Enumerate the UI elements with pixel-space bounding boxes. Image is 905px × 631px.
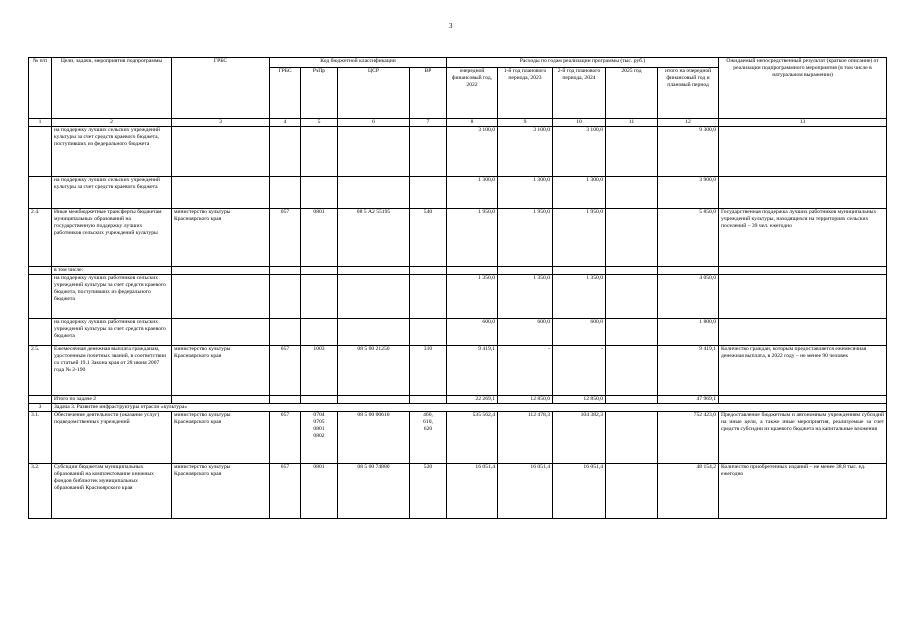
- column-number: 7: [410, 119, 447, 127]
- column-number: 3: [172, 119, 270, 127]
- cell-rzpr: [301, 274, 338, 318]
- cell-result: [719, 266, 887, 274]
- header-num: № п/п: [29, 58, 52, 119]
- cell-total: 752 423,0: [658, 411, 719, 463]
- cell-name: на поддержку лучших работников сельских учреждений культуры за счет средств краевого бюджета: [52, 318, 172, 345]
- cell-y4: [606, 411, 658, 463]
- column-number: 13: [719, 119, 887, 127]
- cell-y1: 1 300,0: [447, 176, 498, 208]
- page-number: 3: [449, 22, 453, 30]
- cell-y4: [606, 176, 658, 208]
- cell-vr: [410, 274, 447, 318]
- header-row-1: [29, 58, 887, 68]
- subtotal-cell: 47 969,1: [658, 395, 719, 403]
- cell-grbs: [270, 176, 301, 208]
- subtotal-cell: [606, 395, 658, 403]
- cell-vr: [410, 176, 447, 208]
- column-number: 2: [52, 119, 172, 127]
- table-row: [29, 266, 887, 274]
- cell-y2: 1 950,0: [498, 208, 553, 266]
- column-number: 10: [553, 119, 606, 127]
- cell-y1: 1 950,0: [447, 208, 498, 266]
- subtotal-cell: [410, 395, 447, 403]
- cell-y3: 1 350,0: [553, 274, 606, 318]
- header-sub-y2: 1-й год планового периода, 2023: [498, 68, 553, 119]
- cell-name: Субсидии бюджетам муниципальных образований на комплектование книжных фондов библиотек муниципальных образований Красноярского края: [52, 463, 172, 518]
- cell-result: [719, 274, 887, 318]
- cell-num: [29, 126, 52, 176]
- cell-y4: [606, 345, 658, 395]
- cell-csr: 08 5 00 21250: [338, 345, 410, 395]
- cell-name: на поддержку лучших работников сельских учреждений культуры за счет средств краевого бюджета, поступивших из федерального бюджета: [52, 274, 172, 318]
- cell-name: на поддержку лучших сельских учреждений культуры за счет средств краевого бюджета: [52, 176, 172, 208]
- cell-y3: -: [553, 345, 606, 395]
- cell-grbs: [270, 318, 301, 345]
- cell-y3: 1 300,0: [553, 176, 606, 208]
- cell-y2: -: [498, 345, 553, 395]
- cell-y4: [606, 126, 658, 176]
- cell-result: [719, 126, 887, 176]
- cell-grbs: [270, 266, 301, 274]
- column-number: 6: [338, 119, 410, 127]
- cell-csr: [338, 318, 410, 345]
- cell-y3: 104 382,3: [553, 411, 606, 463]
- cell-vr: 520: [410, 463, 447, 518]
- table-row: [29, 176, 887, 208]
- cell-csr: 08 5 А2 55195: [338, 208, 410, 266]
- column-number: 12: [658, 119, 719, 127]
- cell-csr: [338, 176, 410, 208]
- cell-total: 48 154,2: [658, 463, 719, 518]
- cell-num: [29, 176, 52, 208]
- cell-grbs-name: [172, 126, 270, 176]
- cell-grbs-name: [172, 274, 270, 318]
- subtotal-cell: 22 269,1: [447, 395, 498, 403]
- cell-y4: [606, 318, 658, 345]
- table-row: [29, 411, 887, 463]
- budget-table: [28, 57, 887, 519]
- cell-grbs: [270, 126, 301, 176]
- cell-num: 3.2.: [29, 463, 52, 518]
- cell-rzpr: 0704 0705 0801 0802: [301, 411, 338, 463]
- cell-csr: 08 5 00 00610: [338, 411, 410, 463]
- cell-grbs: 057: [270, 463, 301, 518]
- cell-num: 3.1.: [29, 411, 52, 463]
- column-number: 1: [29, 119, 52, 127]
- header-sub-y1: очередной финансовый год, 2022: [447, 68, 498, 119]
- cell-vr: 540: [410, 208, 447, 266]
- cell-name: на поддержку лучших сельских учреждений культуры за счет средств краевого бюджета, поступивших из федерального бюджета: [52, 126, 172, 176]
- cell-result: Государственная поддержка лучших работников муниципальных учреждений культуры, находящихся на территориях сельских поселений – 39 чел. ежегодно: [719, 208, 887, 266]
- cell-rzpr: [301, 176, 338, 208]
- cell-grbs: 057: [270, 208, 301, 266]
- cell-csr: [338, 274, 410, 318]
- cell-result: Количество граждан, которым предоставляется ежемесячная денежная выплата, в 2022 году – не менее 90 человек: [719, 345, 887, 395]
- cell-y1: 535 562,4: [447, 411, 498, 463]
- table-row: [29, 318, 887, 345]
- cell-total: [658, 266, 719, 274]
- cell-y4: [606, 274, 658, 318]
- cell-vr: 310: [410, 345, 447, 395]
- column-numbers-row: [29, 119, 887, 127]
- cell-grbs: 057: [270, 345, 301, 395]
- cell-grbs-name: [172, 176, 270, 208]
- cell-y3: 600,0: [553, 318, 606, 345]
- table-row: [29, 463, 887, 518]
- cell-name: Иные межбюджетные трансферты бюджетам муниципальных образований на государственную поддержку лучших работников сельских учреждений культуры: [52, 208, 172, 266]
- header-sub-grbs: ГРБС: [270, 68, 301, 119]
- cell-total: 9 419,1: [658, 345, 719, 395]
- header-grbs: ГРБС: [172, 58, 270, 119]
- subtotal-cell: 12 850,0: [498, 395, 553, 403]
- column-number: 9: [498, 119, 553, 127]
- cell-total: 9 300,0: [658, 126, 719, 176]
- cell-rzpr: [301, 318, 338, 345]
- header-kbk: Код бюджетной классификации: [270, 58, 447, 68]
- cell-name: Обеспечение деятельности (оказание услуг) подведомственных учреждений: [52, 411, 172, 463]
- header-sub-y3: 2-й год планового периода, 2024: [553, 68, 606, 119]
- column-number: 4: [270, 119, 301, 127]
- subtotal-cell: Итого по задаче 2: [52, 395, 172, 403]
- cell-rzpr: [301, 126, 338, 176]
- task-header-row: [29, 403, 887, 411]
- task-title: Задача 3. Развитие инфраструктуры отрасли «культура»: [52, 403, 887, 411]
- cell-y2: 112 478,3: [498, 411, 553, 463]
- table-row: [29, 345, 887, 395]
- header-sub-y4: 2025 год: [606, 68, 658, 119]
- header-sub-rzpr: РзПр: [301, 68, 338, 119]
- cell-y1: 9 419,1: [447, 345, 498, 395]
- cell-grbs-name: министерство культуры Красноярского края: [172, 208, 270, 266]
- cell-total: 1 800,0: [658, 318, 719, 345]
- cell-y2: 600,0: [498, 318, 553, 345]
- cell-rzpr: 0801: [301, 208, 338, 266]
- header-goals: Цели, задачи, мероприятия подпрограммы: [52, 58, 172, 119]
- table-row: [29, 126, 887, 176]
- cell-grbs: [270, 274, 301, 318]
- cell-y4: [606, 208, 658, 266]
- cell-num: [29, 266, 52, 274]
- cell-num: [29, 274, 52, 318]
- cell-y2: 1 300,0: [498, 176, 553, 208]
- cell-y1: 1 350,0: [447, 274, 498, 318]
- cell-y4: [606, 266, 658, 274]
- cell-grbs-name: министерство культуры Красноярского края: [172, 463, 270, 518]
- cell-y3: [553, 266, 606, 274]
- subtotal-cell: [301, 395, 338, 403]
- cell-rzpr: [301, 266, 338, 274]
- cell-vr: [410, 266, 447, 274]
- cell-result: [719, 318, 887, 345]
- cell-csr: [338, 126, 410, 176]
- cell-y3: 16 051,4: [553, 463, 606, 518]
- table-row: [29, 208, 887, 266]
- column-number: 11: [606, 119, 658, 127]
- cell-y2: [498, 266, 553, 274]
- subtotal-cell: [270, 395, 301, 403]
- cell-grbs-name: [172, 318, 270, 345]
- cell-vr: [410, 126, 447, 176]
- subtotal-cell: [172, 395, 270, 403]
- cell-total: 4 050,0: [658, 274, 719, 318]
- cell-csr: [338, 266, 410, 274]
- cell-rzpr: 0801: [301, 463, 338, 518]
- task-number: 3: [29, 403, 52, 411]
- cell-grbs-name: министерство культуры Красноярского края: [172, 411, 270, 463]
- cell-y2: 16 051,4: [498, 463, 553, 518]
- subtotal-cell: [29, 395, 52, 403]
- cell-result: [719, 176, 887, 208]
- header-expenses: Расходы по годам реализации программы (тыс. руб.): [447, 58, 719, 68]
- cell-name: Ежемесячная денежная выплата гражданам, удостоенным почетных званий, в соответствии со статьей 19.1 Закона края от 28 июня 2007 года № 2-190: [52, 345, 172, 395]
- header-result: Ожидаемый непосредственный результат (краткое описание) от реализации подпрограммного мероприятия (в том числе в натуральном выражении): [719, 58, 887, 119]
- cell-y1: [447, 266, 498, 274]
- cell-grbs-name: [172, 266, 270, 274]
- cell-total: 3 900,0: [658, 176, 719, 208]
- cell-vr: 460, 610, 620: [410, 411, 447, 463]
- header-sub-csr: ЦСР: [338, 68, 410, 119]
- cell-num: 2.5.: [29, 345, 52, 395]
- cell-y2: 1 350,0: [498, 274, 553, 318]
- cell-name: в том числе:: [52, 266, 172, 274]
- cell-result: Количество приобретенных изданий – не менее 38,8 тыс. ед. ежегодно: [719, 463, 887, 518]
- cell-y3: 1 950,0: [553, 208, 606, 266]
- cell-grbs: 057: [270, 411, 301, 463]
- column-number: 5: [301, 119, 338, 127]
- cell-y2: 3 100,0: [498, 126, 553, 176]
- cell-vr: [410, 318, 447, 345]
- cell-y3: 3 100,0: [553, 126, 606, 176]
- cell-csr: 08 5 00 74880: [338, 463, 410, 518]
- subtotal-row: [29, 395, 887, 403]
- cell-num: 2.4.: [29, 208, 52, 266]
- cell-y1: 16 051,4: [447, 463, 498, 518]
- subtotal-cell: [719, 395, 887, 403]
- cell-y1: 3 100,0: [447, 126, 498, 176]
- cell-y4: [606, 463, 658, 518]
- cell-y1: 600,0: [447, 318, 498, 345]
- table-row: [29, 274, 887, 318]
- cell-num: [29, 318, 52, 345]
- cell-result: Предоставление бюджетным и автономным учреждениям субсидий на иные цели, а также иные мероприятия, реализуемые за счет средств субсидии из краевого бюджета на капитальные вложения: [719, 411, 887, 463]
- cell-total: 5 850,0: [658, 208, 719, 266]
- header-sub-total: итого на очередной финансовый год и плановый период: [658, 68, 719, 119]
- cell-rzpr: 1003: [301, 345, 338, 395]
- subtotal-cell: 12 850,0: [553, 395, 606, 403]
- cell-grbs-name: министерство культуры Красноярского края: [172, 345, 270, 395]
- column-number: 8: [447, 119, 498, 127]
- header-sub-vr: ВР: [410, 68, 447, 119]
- subtotal-cell: [338, 395, 410, 403]
